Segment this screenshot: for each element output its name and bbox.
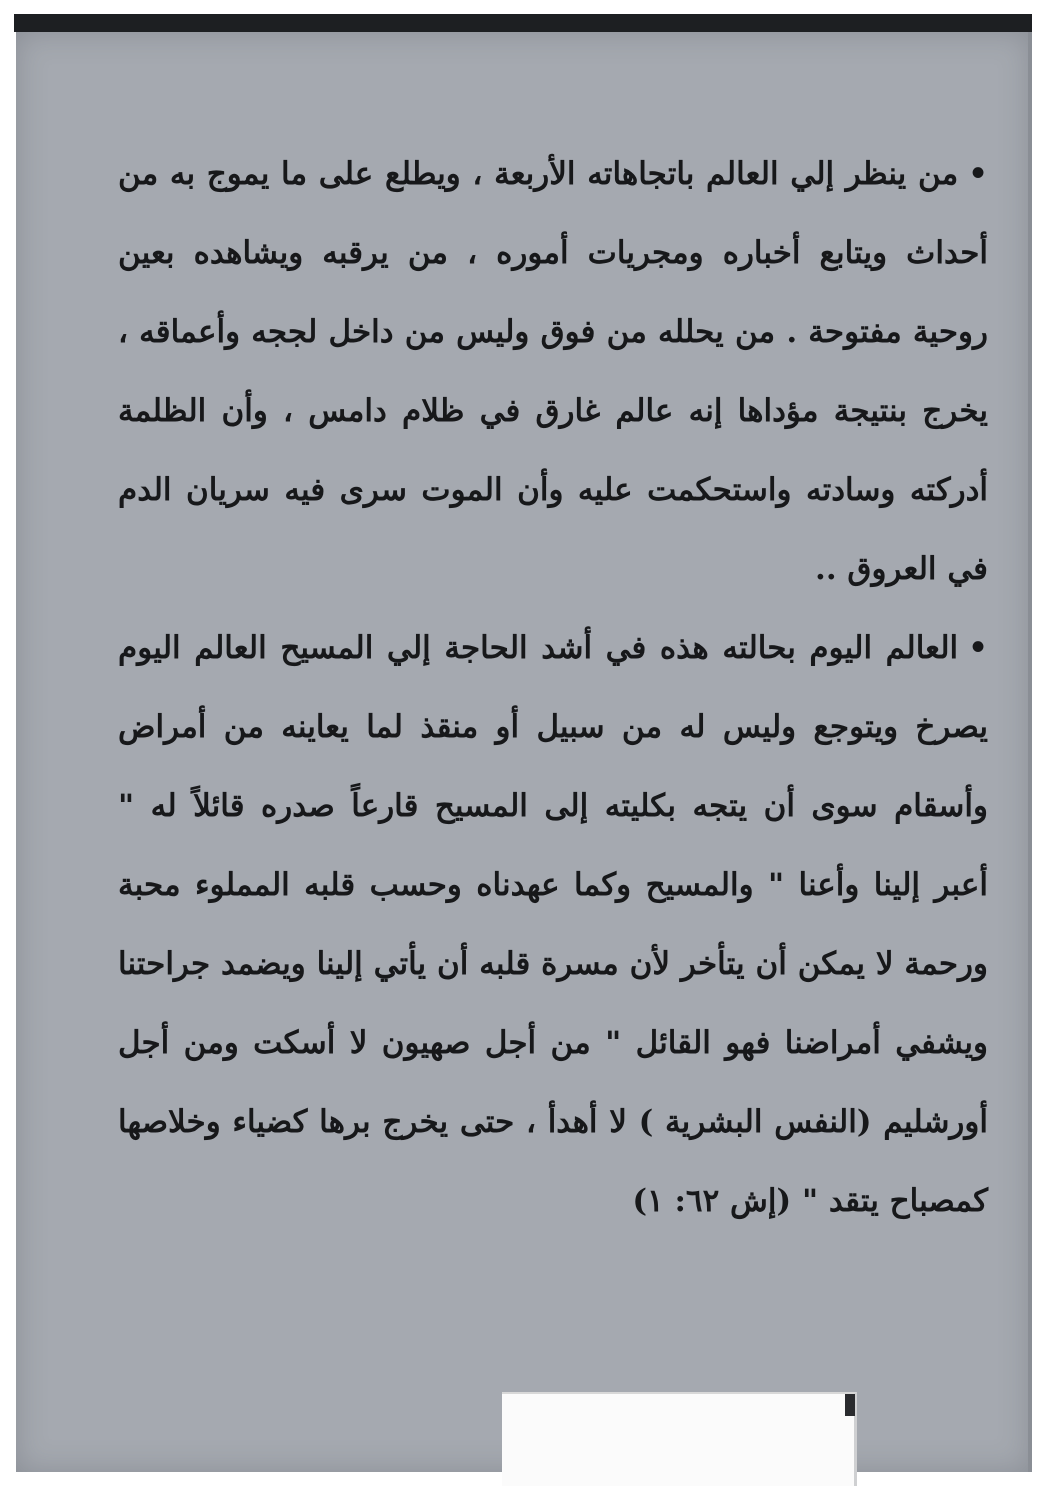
paragraph-2 [118, 609, 988, 1241]
cover-edge [1028, 32, 1032, 1472]
bullet-2: • [968, 630, 988, 666]
paragraph-1 [118, 135, 988, 609]
paragraph-2-text: العالم اليوم بحالته هذه في أشد الحاجة إلي المسيح العالم اليوم يصرخ ويتوجع وليس له من سبيل أو منقذ لما يعاينه من أمراض وأسقام سوى أن يتجه بكليته إلى المسيح قارعاً صدره قائلاً له " أعبر إلينا وأعنا " والمسيح وكما عهدناه وحسب قلبه المملوء محبة ورحمة لا يمكن أن يتأخر لأن مسرة قلبه أن يأتي إلينا ويضمد جراحتنا ويشفي أمراضنا فهو القائل " من أجل صهيون لا أسكت ومن أجل أورشليم (النفس البشرية ) لا أهدأ ، حتى يخرج برها كضياء وخلاصها كمصباح يتقد " (إش ٦٢: ١) [118, 630, 988, 1219]
top-scan-border [14, 14, 1032, 32]
body-text [118, 135, 988, 1241]
bullet-1: • [968, 156, 988, 192]
sticker-edge-mark [845, 1394, 855, 1416]
price-sticker [502, 1392, 857, 1486]
paragraph-1-text: من ينظر إلي العالم باتجاهاته الأربعة ، ويطلع على ما يموج به من أحداث ويتابع أخباره ومجريات أموره ، من يرقبه ويشاهده بعين روحية مفتوحة . من يحلله من فوق وليس من داخل لججه وأعماقه ، يخرج بنتيجة مؤداها إنه عالم غارق في ظلام دامس ، وأن الظلمة أدركته وسادته واستحكمت عليه وأن الموت سرى فيه سريان الدم في العروق .. [118, 156, 988, 587]
